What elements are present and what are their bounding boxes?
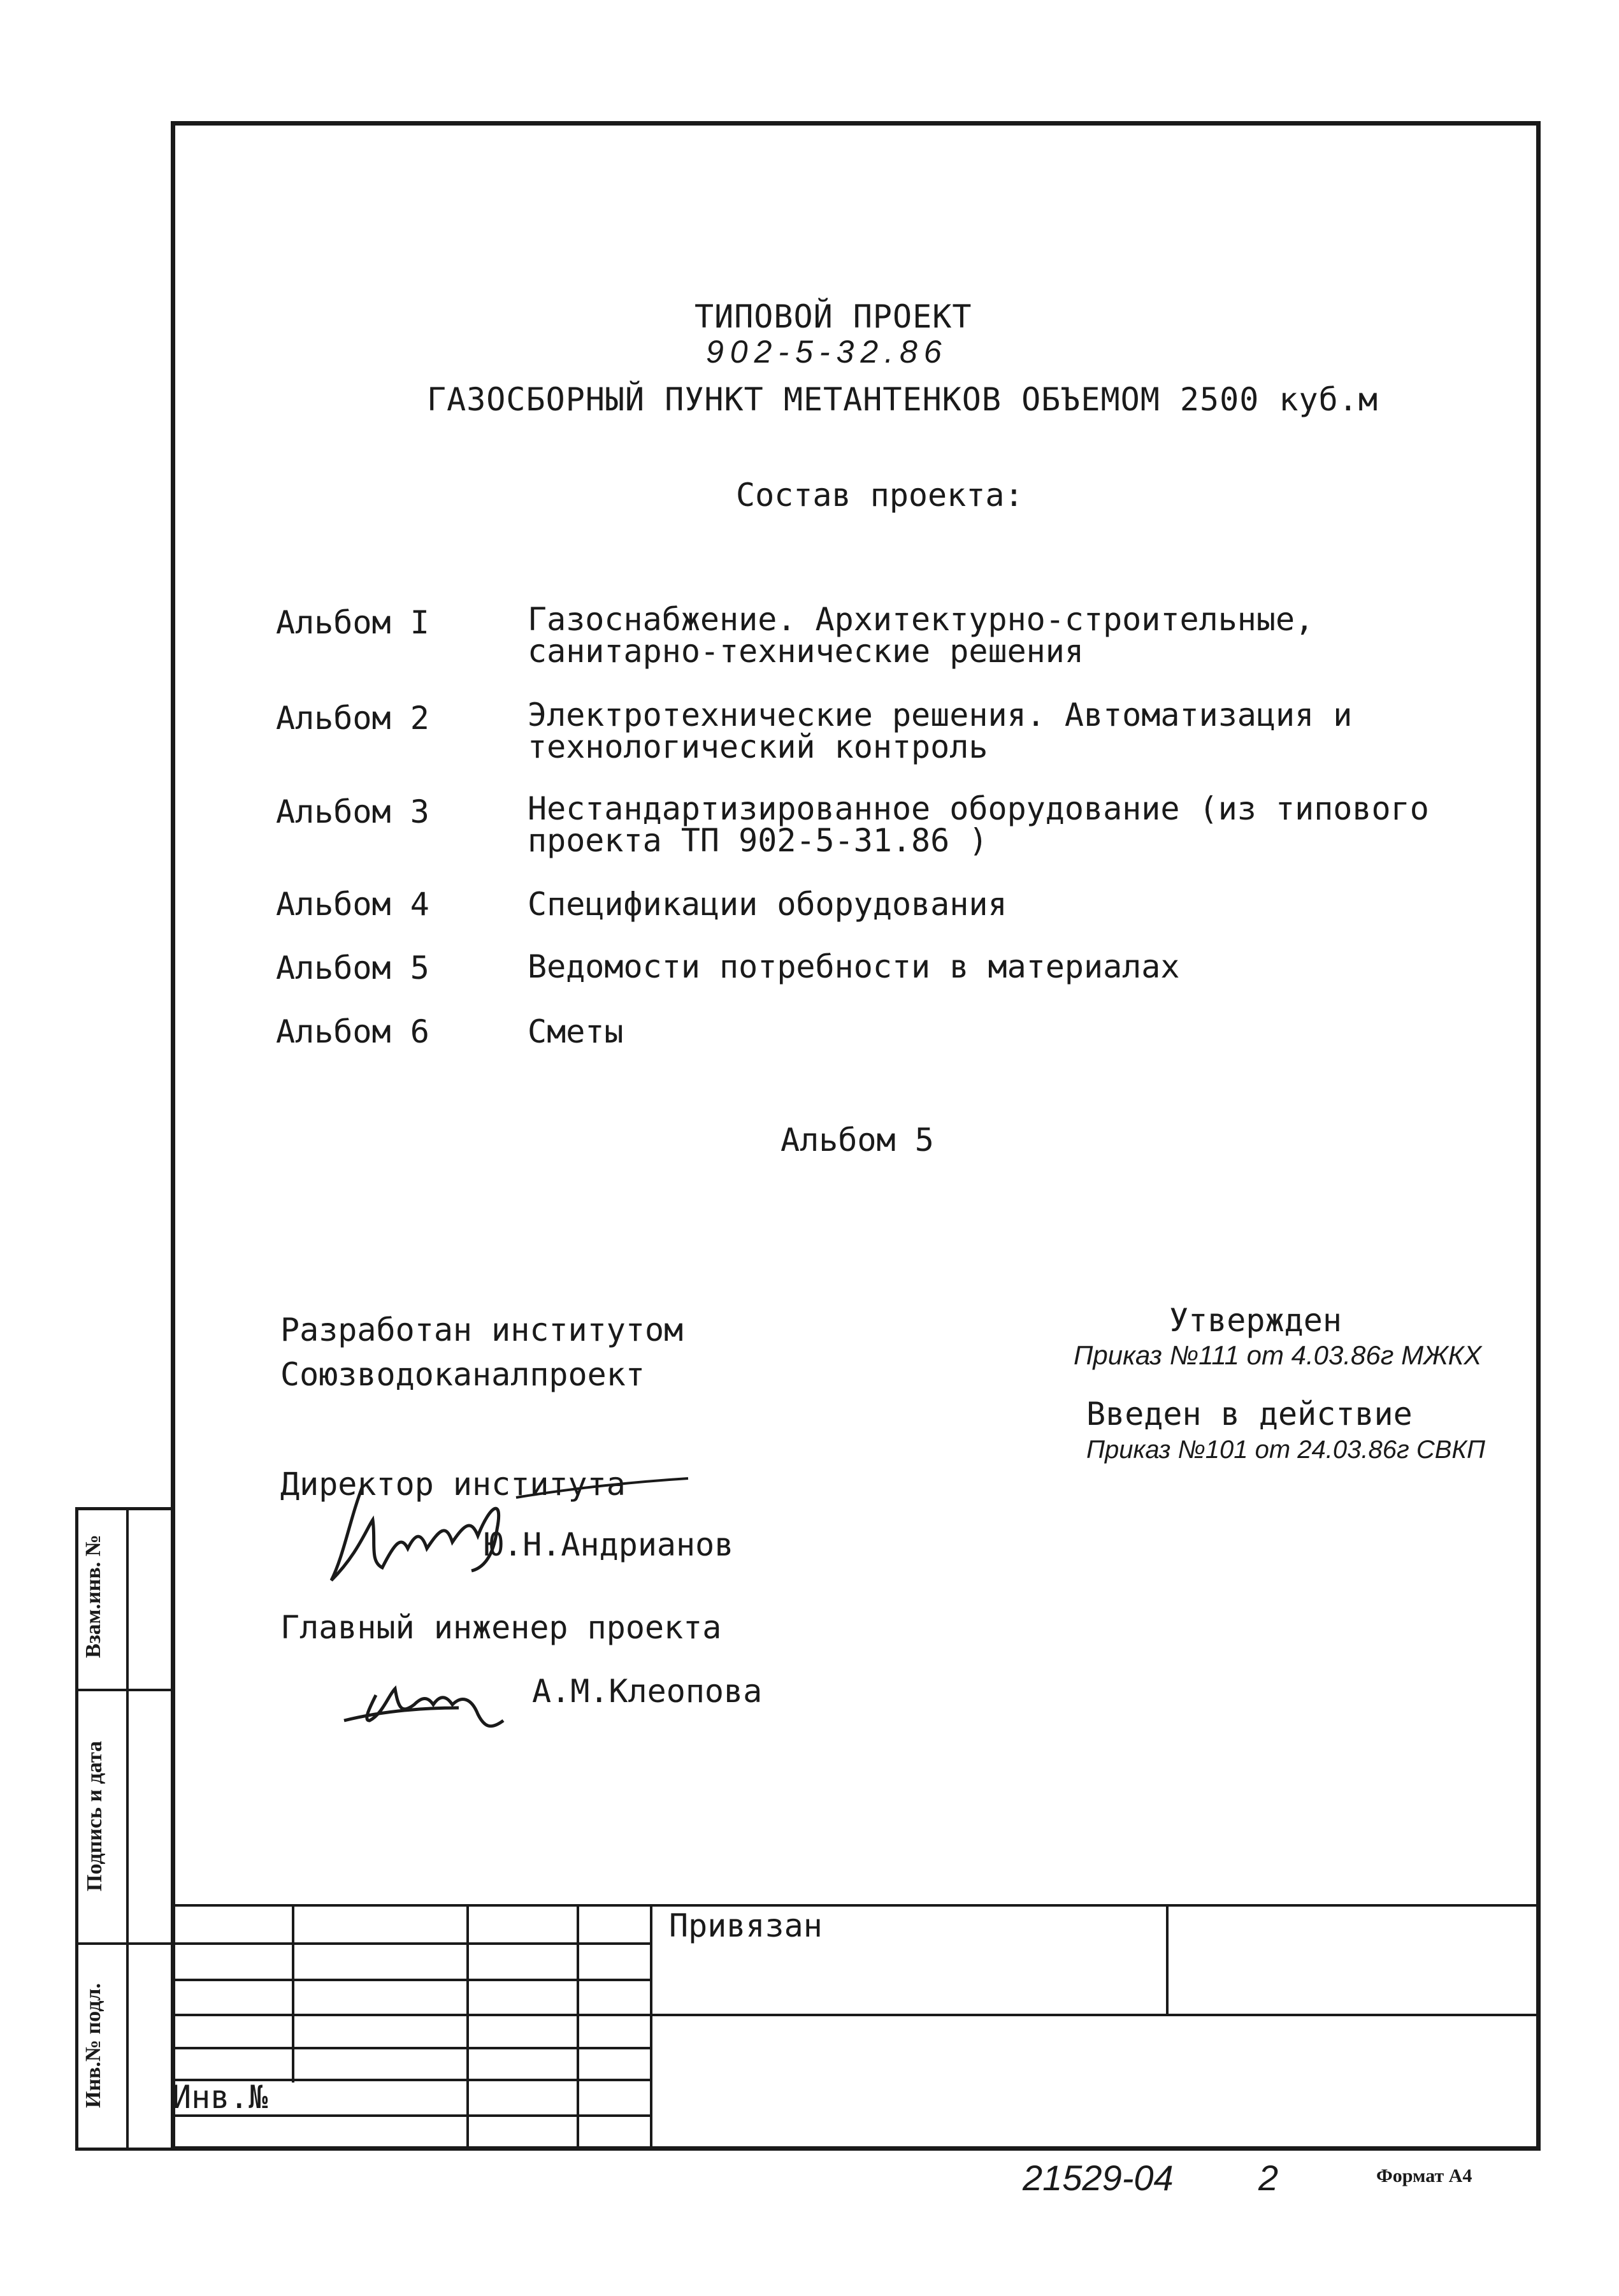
director-name: Ю.Н.Андрианов	[484, 1526, 734, 1563]
approved-order: Приказ №111 от 4.03.86г МЖКХ	[1074, 1340, 1482, 1370]
stamp-col-line	[292, 1904, 294, 2083]
format-label: Формат А4	[1376, 2165, 1472, 2186]
enacted-order: Приказ №101 от 24.03.86г СВКП	[1086, 1436, 1485, 1464]
stamp-row-line	[171, 1979, 652, 1981]
album-label: Альбом 4	[276, 886, 429, 923]
album-desc: Электротехнические решения. Автоматизация и	[528, 697, 1353, 733]
developer-line2: Союзводоканалпроект	[280, 1356, 645, 1393]
enacted-label: Введен в действие	[1086, 1396, 1413, 1433]
project-number: 902-5-32.86	[706, 334, 948, 370]
director-label: Директор института	[280, 1466, 626, 1503]
sheet-code: 21529-04	[1023, 2158, 1174, 2198]
album-desc: Сметы	[528, 1013, 624, 1050]
developer-line1: Разработан институтом	[280, 1311, 684, 1348]
stamp-col-line	[577, 1904, 579, 2151]
side-strip-line-1	[75, 1689, 171, 1691]
side-label-exchange: Взам.инв. №	[82, 1534, 105, 1658]
stamp-col-line	[1166, 1904, 1169, 2014]
side-label-inv-original: Инв.№ подл.	[82, 1983, 105, 2108]
inv-label: Инв.№	[172, 2079, 268, 2116]
album-desc: санитарно-технические решения	[528, 633, 1084, 670]
project-title: ГАЗОСБОРНЫЙ ПУНКТ МЕТАНТЕНКОВ ОБЪЕМОМ 2500 куб.м	[427, 381, 1378, 418]
album-label: Альбом 5	[276, 949, 429, 986]
side-strip-divider	[126, 1507, 129, 2151]
stamp-col-line	[650, 1904, 652, 2151]
stamp-row-line	[171, 1942, 652, 1945]
album-label: Альбом 3	[276, 793, 429, 830]
album-desc: Нестандартизированное оборудование (из типового	[528, 790, 1429, 827]
album-label: Альбом I	[276, 604, 429, 641]
album-desc: Спецификации оборудования	[528, 886, 1007, 923]
project-type: ТИПОВОЙ ПРОЕКТ	[694, 298, 972, 335]
stamp-row-line	[171, 2047, 652, 2049]
side-label-signature-date: Подпись и дата	[83, 1741, 106, 1891]
album-label: Альбом 2	[276, 700, 429, 737]
bound-label: Привязан	[669, 1907, 823, 1944]
current-album: Альбом 5	[781, 1122, 934, 1159]
album-desc: технологический контроль	[528, 728, 988, 765]
album-desc: Ведомости потребности в материалах	[528, 948, 1180, 985]
director-signature	[306, 1459, 714, 1599]
stamp-top-line	[171, 1904, 1541, 1907]
approved-label: Утвержден	[1169, 1302, 1342, 1339]
chief-engineer-label: Главный инженер проекта	[280, 1609, 722, 1646]
stamp-row-line	[171, 2014, 1541, 2016]
side-strip-line-2	[75, 1942, 171, 1945]
album-desc: Газоснабжение. Архитектурно-строительные,	[528, 601, 1314, 638]
chief-engineer-signature	[331, 1650, 522, 1740]
chief-engineer-name: А.М.Клеопова	[532, 1673, 763, 1710]
composition-heading: Состав проекта:	[736, 477, 1024, 514]
stamp-col-line	[466, 1904, 469, 2151]
album-label: Альбом 6	[276, 1013, 429, 1050]
album-desc: проекта ТП 902-5-31.86 )	[528, 822, 988, 859]
page-number: 2	[1258, 2158, 1279, 2198]
